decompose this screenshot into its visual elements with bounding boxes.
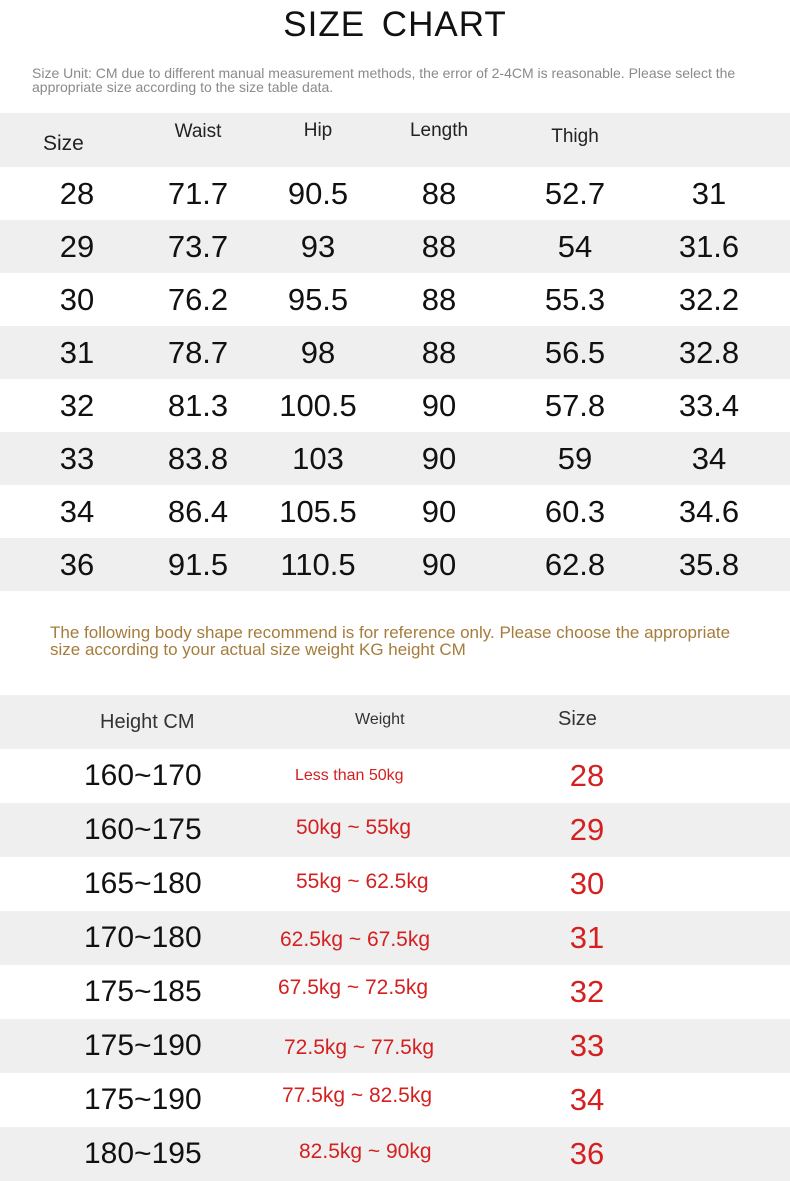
cell-length: 88 bbox=[421, 281, 457, 317]
cell-size: 29 bbox=[569, 812, 605, 847]
cell-hip: 110.5 bbox=[280, 546, 356, 582]
header-waist: Waist bbox=[174, 121, 222, 142]
cell-extra: 34.6 bbox=[678, 493, 740, 529]
table-row bbox=[0, 857, 790, 911]
cell-extra: 32.8 bbox=[678, 334, 740, 370]
cell-size: 31 bbox=[569, 920, 605, 955]
cell-weight: 55kg ~ 62.5kg bbox=[296, 870, 429, 893]
measurement-note: Size Unit: CM due to different manual measurement methods, the error of 2-4CM is reasonable. Please select the appropriate size according to the size table data. bbox=[32, 65, 736, 95]
table-row bbox=[0, 326, 790, 379]
cell-thigh: 62.8 bbox=[544, 546, 606, 582]
header-height: Height CM bbox=[100, 710, 195, 733]
cell-length: 90 bbox=[421, 546, 457, 582]
cell-hip: 95.5 bbox=[287, 281, 349, 317]
cell-size: 33 bbox=[59, 440, 95, 476]
header-size: Size bbox=[558, 707, 597, 730]
cell-length: 88 bbox=[421, 334, 457, 370]
cell-size: 34 bbox=[569, 1082, 605, 1117]
cell-hip: 103 bbox=[292, 440, 344, 476]
cell-extra: 35.8 bbox=[678, 546, 740, 582]
cell-height: 180~195 bbox=[84, 1137, 202, 1170]
cell-size: 30 bbox=[59, 281, 95, 317]
cell-hip: 100.5 bbox=[279, 387, 357, 423]
cell-size: 32 bbox=[59, 387, 95, 423]
header-weight: Weight bbox=[355, 711, 405, 728]
cell-weight: 82.5kg ~ 90kg bbox=[299, 1140, 432, 1163]
cell-extra: 32.2 bbox=[678, 281, 740, 317]
cell-height: 160~170 bbox=[84, 759, 202, 792]
cell-hip: 90.5 bbox=[287, 175, 349, 211]
cell-waist: 76.2 bbox=[167, 281, 229, 317]
table-row bbox=[0, 965, 790, 1019]
cell-thigh: 56.5 bbox=[544, 334, 606, 370]
table-row bbox=[0, 273, 790, 326]
cell-thigh: 57.8 bbox=[544, 387, 606, 423]
cell-hip: 105.5 bbox=[279, 493, 357, 529]
table-row bbox=[0, 432, 790, 485]
size-table-header bbox=[0, 113, 790, 167]
cell-size: 28 bbox=[569, 758, 605, 793]
cell-size: 30 bbox=[569, 866, 605, 901]
header-blank bbox=[659, 113, 759, 167]
cell-length: 88 bbox=[421, 228, 457, 264]
table-row bbox=[0, 749, 790, 803]
cell-height: 165~180 bbox=[84, 867, 202, 900]
cell-thigh: 54 bbox=[557, 228, 593, 264]
cell-waist: 78.7 bbox=[167, 334, 229, 370]
cell-size: 31 bbox=[59, 334, 95, 370]
cell-size: 34 bbox=[59, 493, 95, 529]
cell-size: 33 bbox=[569, 1028, 605, 1063]
cell-height: 175~190 bbox=[84, 1083, 202, 1116]
table-row bbox=[0, 379, 790, 432]
header-thigh: Thigh bbox=[551, 126, 599, 147]
cell-size: 36 bbox=[569, 1136, 605, 1171]
recommendation-table-header bbox=[0, 695, 790, 749]
cell-weight: 72.5kg ~ 77.5kg bbox=[284, 1036, 435, 1059]
header-hip: Hip bbox=[303, 120, 333, 141]
cell-weight: 50kg ~ 55kg bbox=[296, 816, 412, 839]
cell-waist: 91.5 bbox=[167, 546, 229, 582]
table-row bbox=[0, 911, 790, 965]
cell-height: 160~175 bbox=[84, 813, 202, 846]
cell-height: 175~185 bbox=[84, 975, 202, 1008]
cell-waist: 71.7 bbox=[167, 175, 229, 211]
cell-weight: 67.5kg ~ 72.5kg bbox=[278, 976, 429, 999]
cell-height: 175~190 bbox=[84, 1029, 202, 1062]
cell-weight: Less than 50kg bbox=[295, 767, 404, 784]
table-row bbox=[0, 220, 790, 273]
size-table bbox=[0, 113, 790, 591]
cell-length: 90 bbox=[421, 440, 457, 476]
cell-extra: 31.6 bbox=[678, 228, 740, 264]
recommendation-note: The following body shape recommend is for reference only. Please choose the appropriate size according to your actual size weight KG height CM bbox=[50, 623, 731, 659]
cell-extra: 34 bbox=[691, 440, 727, 476]
cell-waist: 81.3 bbox=[167, 387, 229, 423]
cell-waist: 86.4 bbox=[167, 493, 229, 529]
recommendation-table bbox=[0, 695, 790, 1181]
cell-extra: 31 bbox=[691, 175, 727, 211]
table-row bbox=[0, 1019, 790, 1073]
table-row bbox=[0, 1127, 790, 1181]
table-row bbox=[0, 485, 790, 538]
cell-size: 32 bbox=[569, 974, 605, 1009]
cell-waist: 83.8 bbox=[167, 440, 229, 476]
cell-thigh: 59 bbox=[557, 440, 593, 476]
cell-length: 90 bbox=[421, 387, 457, 423]
cell-weight: 62.5kg ~ 67.5kg bbox=[280, 928, 431, 951]
cell-waist: 73.7 bbox=[167, 228, 229, 264]
cell-height: 170~180 bbox=[84, 921, 202, 954]
cell-hip: 98 bbox=[300, 334, 336, 370]
table-row bbox=[0, 1073, 790, 1127]
table-row bbox=[0, 803, 790, 857]
table-row bbox=[0, 167, 790, 220]
cell-size: 29 bbox=[59, 228, 95, 264]
cell-size: 36 bbox=[59, 546, 95, 582]
cell-size: 28 bbox=[59, 175, 95, 211]
cell-thigh: 52.7 bbox=[544, 175, 606, 211]
cell-length: 88 bbox=[421, 175, 457, 211]
table-row bbox=[0, 538, 790, 591]
page-title: SIZE CHART bbox=[283, 5, 507, 44]
cell-thigh: 55.3 bbox=[544, 281, 606, 317]
cell-weight: 77.5kg ~ 82.5kg bbox=[282, 1084, 433, 1107]
header-size: Size bbox=[43, 132, 84, 155]
header-length: Length bbox=[409, 120, 469, 141]
cell-extra: 33.4 bbox=[678, 387, 740, 423]
cell-hip: 93 bbox=[300, 228, 336, 264]
cell-length: 90 bbox=[421, 493, 457, 529]
cell-thigh: 60.3 bbox=[544, 493, 606, 529]
